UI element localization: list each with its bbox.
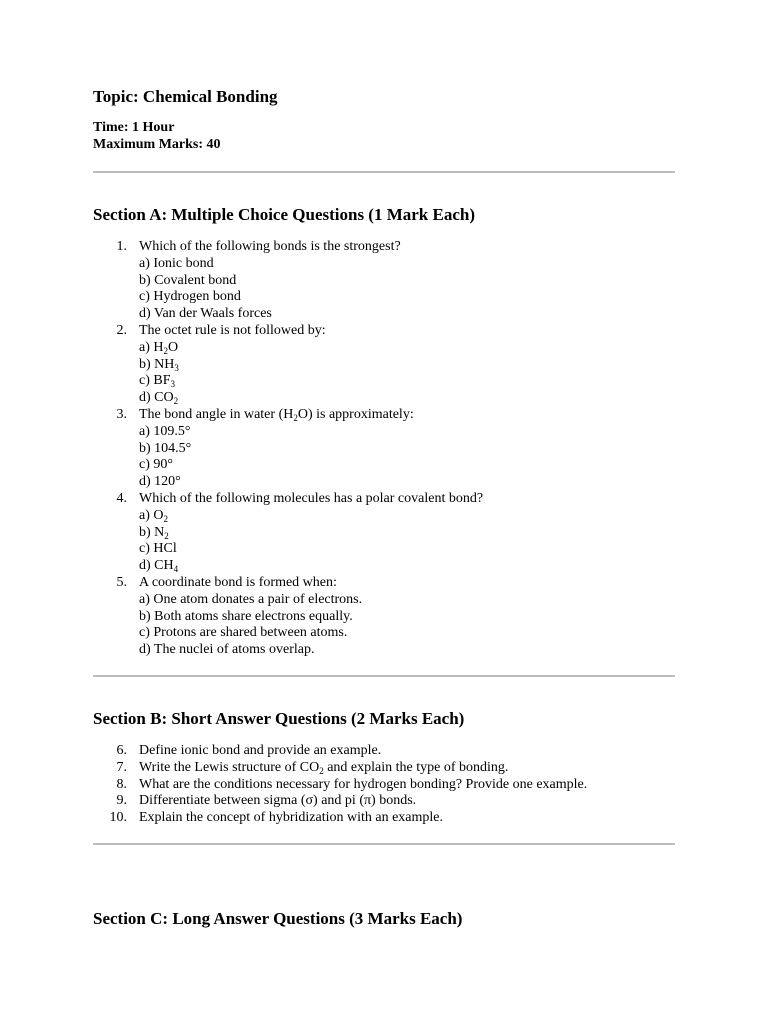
answer-option: a) $O_2$	[139, 507, 168, 524]
question-text: Write the Lewis structure of $CO_2$ and explain the type of bonding.	[139, 759, 509, 776]
question-text: Explain the concept of hybridization with an example.	[139, 810, 444, 826]
answer-option: b) Both atoms share electrons equally.	[139, 608, 353, 624]
answer-option: b) $NH_3$	[139, 356, 179, 373]
max-marks-info: Maximum Marks: 40	[93, 136, 221, 152]
time-info: Time: 1 Hour	[93, 120, 175, 135]
question-item	[93, 777, 675, 794]
question-number: 1.	[116, 239, 127, 254]
section-a-title: Section A: Multiple Choice Questions (1 Mark Each)	[93, 205, 476, 224]
question-number: 3.	[116, 406, 127, 422]
answer-option: c) HCl	[139, 541, 177, 557]
answer-option: d) The nuclei of atoms overlap.	[139, 642, 315, 658]
topic-title: Topic: Chemical Bonding	[93, 87, 278, 106]
answer-option: d) 120°	[139, 474, 181, 490]
question-number: 8.	[116, 776, 127, 792]
worksheet-page	[93, 86, 675, 930]
question-item	[93, 760, 675, 777]
answer-option: a) Ionic bond	[139, 255, 214, 271]
section-b-questions	[93, 743, 675, 827]
question-number: 6.	[116, 742, 127, 758]
answer-option: a) $H_2O$	[139, 339, 179, 356]
answer-option: b) 104.5°	[139, 440, 192, 456]
divider	[93, 843, 675, 845]
question-item	[93, 491, 675, 575]
divider	[93, 675, 675, 677]
question-text: Which of the following molecules has a polar covalent bond?	[139, 490, 484, 506]
answer-option: b) Covalent bond	[139, 272, 237, 288]
question-number: 9.	[116, 793, 127, 809]
question-item	[93, 239, 675, 323]
question-text: The octet rule is not followed by:	[139, 322, 326, 338]
question-number: 2.	[116, 322, 127, 338]
question-item	[93, 407, 675, 491]
question-number: 7.	[116, 759, 127, 775]
answer-option: c) Hydrogen bond	[139, 289, 241, 305]
question-number: 5.	[116, 574, 127, 590]
answer-option: c) Protons are shared between atoms.	[139, 625, 348, 641]
answer-option: b) $N_2$	[139, 524, 169, 541]
answer-option: c) 90°	[139, 457, 173, 473]
answer-option: d) $CO_2$	[139, 390, 179, 407]
question-text: What are the conditions necessary for hydrogen bonding? Provide one example.	[139, 776, 588, 792]
question-text: The bond angle in water $(H_2O)$ is approximately:	[139, 406, 414, 423]
question-item	[93, 323, 675, 407]
question-item	[93, 575, 675, 659]
answer-option: c) $BF_3$	[139, 373, 175, 390]
question-text: A coordinate bond is formed when:	[139, 574, 337, 590]
question-text: Define ionic bond and provide an example.	[139, 742, 382, 758]
answer-option: d) $CH_4$	[139, 558, 179, 575]
answer-option: a) 109.5°	[139, 423, 191, 439]
question-item	[93, 743, 675, 760]
question-item	[93, 810, 675, 827]
question-text: Which of the following bonds is the strongest?	[139, 239, 401, 254]
section-c-title: Section C: Long Answer Questions (3 Marks Each)	[93, 908, 463, 928]
question-number: 4.	[116, 490, 127, 506]
section-b-title: Section B: Short Answer Questions (2 Marks Each)	[93, 708, 465, 728]
section-a-questions	[93, 239, 675, 659]
question-number: 10.	[109, 810, 127, 826]
question-item	[93, 793, 675, 810]
answer-option: d) Van der Waals forces	[139, 306, 272, 322]
answer-option: a) One atom donates a pair of electrons.	[139, 591, 363, 607]
question-text: Differentiate between sigma (σ) and pi (π) bonds.	[139, 793, 417, 809]
divider	[93, 171, 675, 173]
